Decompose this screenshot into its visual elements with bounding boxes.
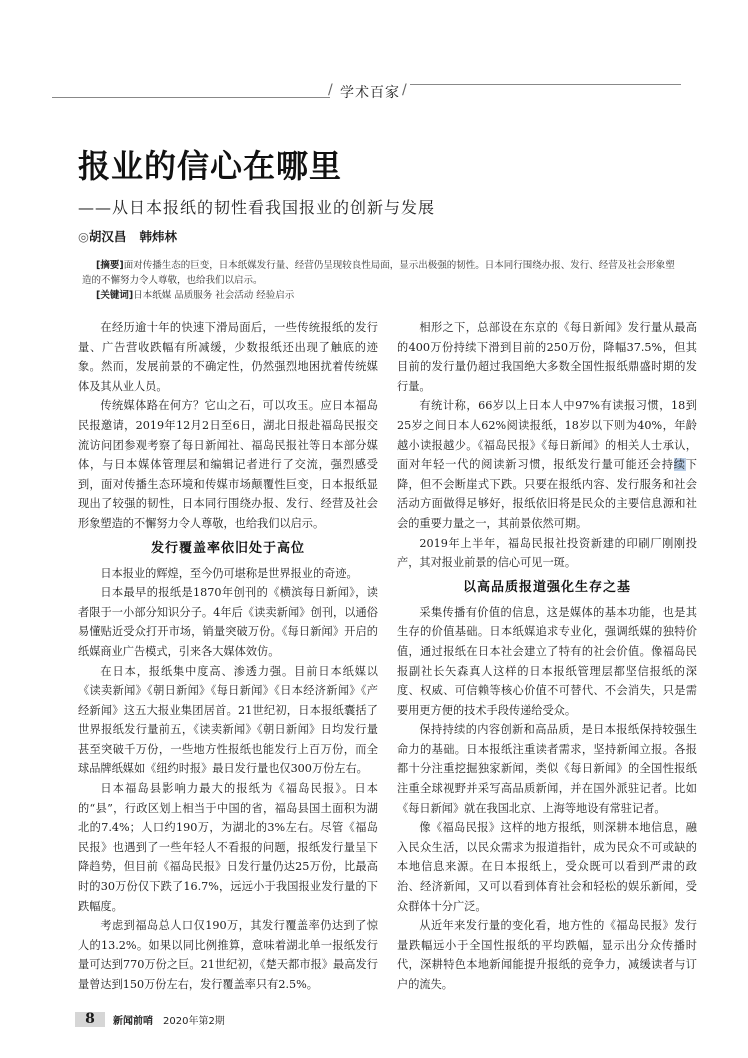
article-subtitle: ——从日本报纸的韧性看我国报业的创新与发展 xyxy=(78,198,436,217)
header-slash-left: / xyxy=(328,82,333,98)
paragraph: 像《福岛民报》这样的地方报纸，则深耕本地信息，融入民众生活，以民众需求为报道指针，成为民众不可或缺的本地信息来源。在日本报纸上，受众既可以看到严肃的政治、经济新闻，又可以看到体育社会和轻松的娱乐新闻，受众群体十分广泛。 xyxy=(397,821,697,913)
author-line xyxy=(78,229,177,245)
article-title: 报业的信心在哪里 xyxy=(78,147,343,185)
section-heading: 以高品质报道强化生存之基 xyxy=(462,579,631,595)
selected-text[interactable]: 续 xyxy=(673,458,686,472)
paragraph: 日本报业的辉煌，至今仍可堪称是世界报业的奇迹。 xyxy=(100,566,358,580)
paragraph: 2019年上半年，福岛民报社投资新建的印刷厂刚刚投产，其对报业前景的信心可见一斑。 xyxy=(397,536,697,570)
journal-name: 新闻前哨 xyxy=(113,1015,153,1027)
page-footer xyxy=(75,1010,225,1028)
page-number: 8 xyxy=(75,1012,105,1027)
text-run: 下降，但不会断崖式下跌。只要在报纸内容、发行服务和社会活动方面做得足够好，报纸依旧将是民众的主要信息源和社会的重要力量之一，其前景依然可期。 xyxy=(397,458,697,530)
paragraph: 传统媒体路在何方？它山之石，可以攻玉。应日本福岛民报邀请，2019年12月2日至6日，湖北日报赴福岛民报交流访问团参观考察了每日新闻社、福岛民报社等日本部分媒体，与日本媒体管理层和编辑记者进行了交流，强烈感受到，面对传播生态环境和传媒市场颠覆性巨变，日本报纸显现出了较强的韧性，日本同行围绕办报、发行、经营及社会形象塑造的不懈努力令人尊敬，也给我们以启示。 xyxy=(78,399,378,530)
header-rule-left xyxy=(52,97,330,98)
paragraph: 考虑到福岛总人口仅190万，其发行覆盖率仍达到了惊人的13.2%。如果以同比例推算，意味着湖北单一报纸发行量可达到770万份之巨。21世纪初，《楚天都市报》最高发行量曾达到150万份左右，发行覆盖率只有2.5%。 xyxy=(78,919,378,991)
section-heading: 发行覆盖率依旧处于高位 xyxy=(150,540,305,556)
header-rule-right xyxy=(410,84,681,85)
paragraph: 在经历逾十年的快速下滑局面后，一些传统报纸的发行量、广告营收跌幅有所减缓，少数报纸还出现了触底的迹象。然而，发展前景的不确定性，仍然强烈地困扰着传统媒体及其从业人员。 xyxy=(78,321,378,393)
abstract xyxy=(82,258,682,288)
keywords-text: 日本纸媒 品质服务 社会活动 经验启示 xyxy=(133,290,295,301)
text-run: 有统计称，66岁以上日本人中97%有读报习惯，18到25岁之间日本人62%阅读报纸，18岁以下则为40%，年龄越小读报越少。《福岛民报》《每日新闻》的相关人士承认，面对年轻一代的阅读新习惯，报纸发行量可能还会持 xyxy=(397,399,697,472)
paragraph: 相形之下，总部设在东京的《每日新闻》发行量从最高的400万份持续下滑到目前的250万份，降幅37.5%，但其目前的发行量仍超过我国绝大多数全国性报纸鼎盛时期的发行量。 xyxy=(397,321,697,393)
paragraph: 采集传播有价值的信息，这是媒体的基本功能，也是其生存的价值基础。日本纸媒追求专业化，强调纸媒的独特价值，通过报纸在日本社会建立了特有的社会价值。像福岛民报副社长矢森真人这样的日本报纸管理层都坚信报纸的深度、权威、可信赖等核心价值不可替代、不会消失，只是需要用更方便的技术手段传递给受众。 xyxy=(397,605,697,717)
abstract-label: [摘要] xyxy=(96,260,124,271)
author-name: 韩炜林 xyxy=(139,229,178,244)
right-column xyxy=(397,318,697,995)
paragraph: 日本福岛县影响力最大的报纸为《福岛民报》。日本的“县”，行政区划上相当于中国的省，福岛县国土面积为湖北的7.4%；人口约190万，为湖北的3%左右。尽管《福岛民报》也遇到了一些年轻人不看报的问题，报纸发行量呈下降趋势，但目前《福岛民报》日发行量仍达25万份，比最高时的30万份仅下跌了16.7%，远远小于我国报业发行量的下跌幅度。 xyxy=(78,782,378,913)
issue-label: 2020年第2期 xyxy=(163,1015,225,1027)
abstract-text: 面对传播生态的巨变，日本纸媒发行量、经营仍呈现较良性局面，显示出极强的韧性。日本同行围绕办报、发行、经营及社会形象塑造的不懈努力令人尊敬，也给我们以启示。 xyxy=(82,260,675,286)
paragraph: 在日本，报纸集中度高、渗透力强。目前日本纸媒以《读卖新闻》《朝日新闻》《每日新闻》《日本经济新闻》《产经新闻》这五大报业集团居首。21世纪初，日本报纸囊括了世界报纸发行量前五，《读卖新闻》《朝日新闻》日均发行量甚至突破千万份，一些地方性报纸也能发行上百万份，而全球品牌纸媒如《纽约时报》最日发行量也仅300万份左右。 xyxy=(78,664,378,776)
author-name: 胡汉昌 xyxy=(88,229,127,244)
paragraph: 从近年来发行量的变化看，地方性的《福岛民报》发行量跌幅远小于全国性报纸的平均跌幅，显示出分众传播时代，深耕特色本地新闻能提升报纸的竞争力，减缓读者与订户的流失。 xyxy=(397,919,697,991)
header-slash-right: / xyxy=(402,82,407,98)
paragraph: 保持持续的内容创新和高品质，是日本报纸保持较强生命力的基础。日本报纸注重读者需求，坚持新闻立报。各报都十分注重挖掘独家新闻，类似《每日新闻》的全国性报纸注重全球视野并采写高品质新闻，并在国外派驻记者。比如《每日新闻》就在我国北京、上海等地设有常驻记者。 xyxy=(397,723,697,815)
keywords-label: [关键词] xyxy=(96,290,134,301)
keywords xyxy=(82,288,682,303)
paragraph xyxy=(397,396,697,533)
left-column xyxy=(78,318,378,995)
paragraph: 日本最早的报纸是1870年创刊的《横滨每日新闻》，读者限于一小部分知识分子。4年后《读卖新闻》创刊，以通俗易懂贴近受众打开市场，销量突破万份。《每日新闻》开启的纸媒商业广告模式，引来各大媒体效仿。 xyxy=(78,586,378,658)
abstract-block xyxy=(82,258,682,303)
author-mark: ◎ xyxy=(78,229,89,244)
section-name: 学术百家 xyxy=(340,85,400,101)
